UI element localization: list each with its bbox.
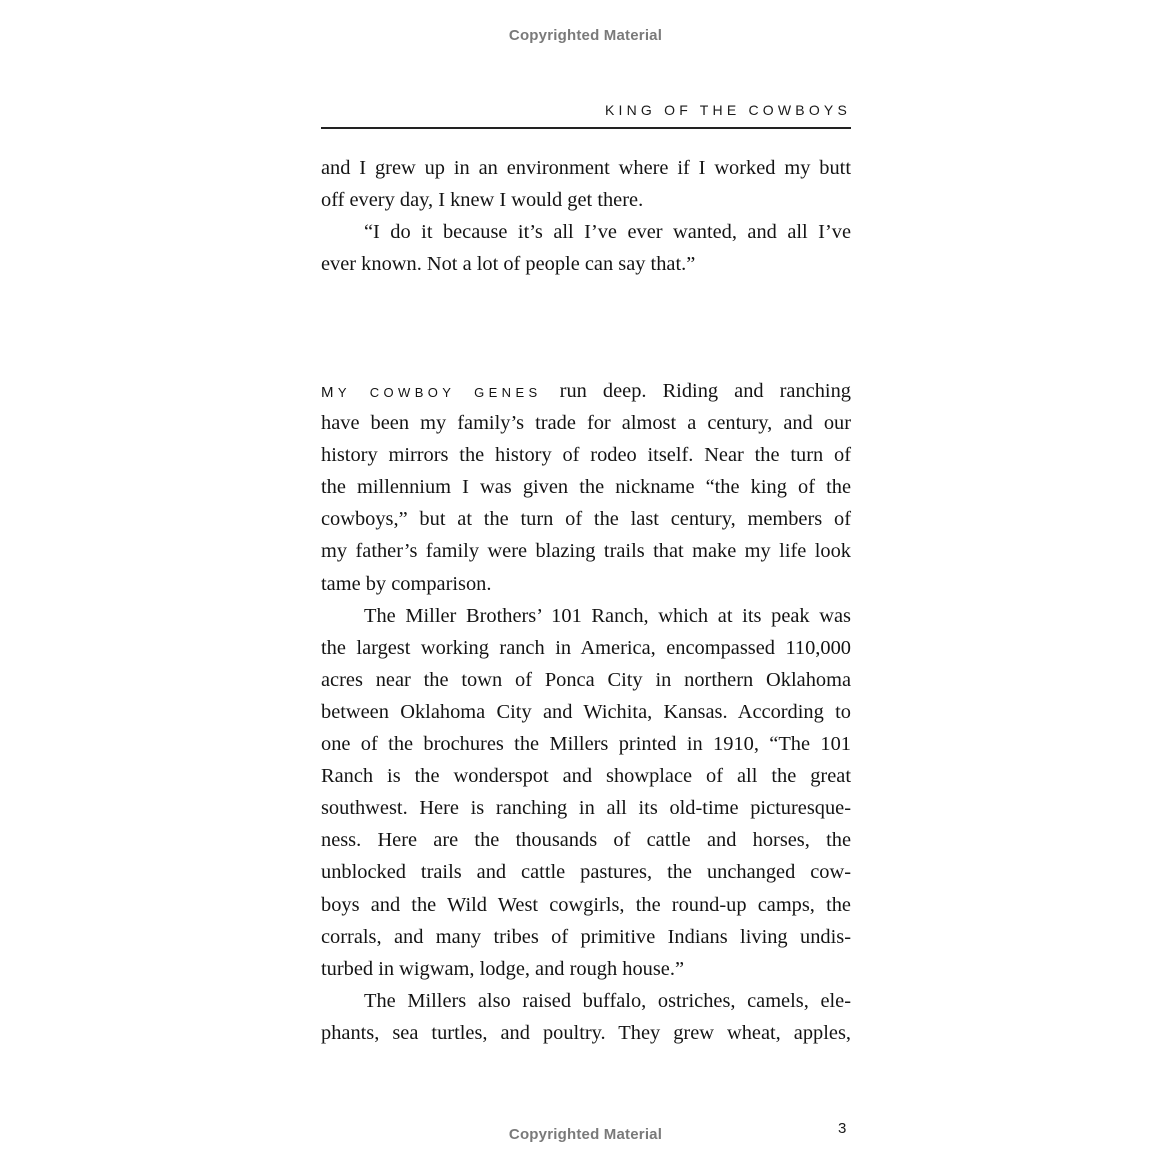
body-line: phants, sea turtles, and poultry. They grew wheat, apples, [321,1021,851,1044]
body-line: turbed in wigwam, lodge, and rough house.” [321,957,684,980]
body-line: unblocked trails and cattle pastures, the unchanged cow- [321,861,851,884]
body-line: have been my family’s trade for almost a century, and our [321,412,851,435]
copyright-watermark-bottom: Copyrighted Material [508,1126,663,1143]
body-line: boys and the Wild West cowgirls, the round-up camps, the [321,893,851,916]
body-line: The Millers also raised buffalo, ostriches, camels, ele- [364,989,851,1012]
body-line: The Miller Brothers’ 101 Ranch, which at its peak was [364,604,851,627]
body-line: ness. Here are the thousands of cattle and horses, the [321,829,851,852]
body-line: between Oklahoma City and Wichita, Kansas. According to [321,700,851,723]
body-line: the millennium I was given the nickname “the king of the [321,476,851,499]
body-line-lead-in [321,375,851,407]
body-line: history mirrors the history of rodeo itself. Near the turn of [321,444,851,467]
body-line: one of the brochures the Millers printed in 1910, “The 101 [321,733,851,756]
page-number: 3 [838,1120,847,1137]
lead-in-capital: M [321,384,338,401]
body-line: “I do it because it’s all I’ve ever wanted, and all I’ve [364,221,851,244]
running-head-rule [321,127,851,129]
body-text-section-2 [321,375,851,1049]
body-line: cowboys,” but at the turn of the last century, members of [321,508,851,531]
body-line: tame by comparison. [321,572,492,595]
lead-in-line-rest: run deep. Riding and ranching [559,380,851,402]
body-line: acres near the town of Ponca City in northern Oklahoma [321,668,851,691]
small-caps-lead-in [321,385,542,400]
body-line: off every day, I knew I would get there. [321,189,644,212]
body-line: my father’s family were blazing trails that make my life look [321,540,851,563]
body-line: southwest. Here is ranching in all its old-time picturesque- [321,797,851,820]
body-line: the largest working ranch in America, encompassed 110,000 [321,636,851,659]
body-line: and I grew up in an environment where if I worked my butt [321,157,851,179]
copyright-watermark-top: Copyrighted Material [508,27,663,44]
body-line: corrals, and many tribes of primitive Indians living undis- [321,925,851,948]
body-line: Ranch is the wonderspot and showplace of all the great [321,765,851,788]
lead-in-rest: Y COWBOY GENES [337,385,542,400]
running-head: KING OF THE COWBOYS [604,102,851,118]
body-text-section-1 [321,152,851,280]
body-line: ever known. Not a lot of people can say that.” [321,253,696,276]
